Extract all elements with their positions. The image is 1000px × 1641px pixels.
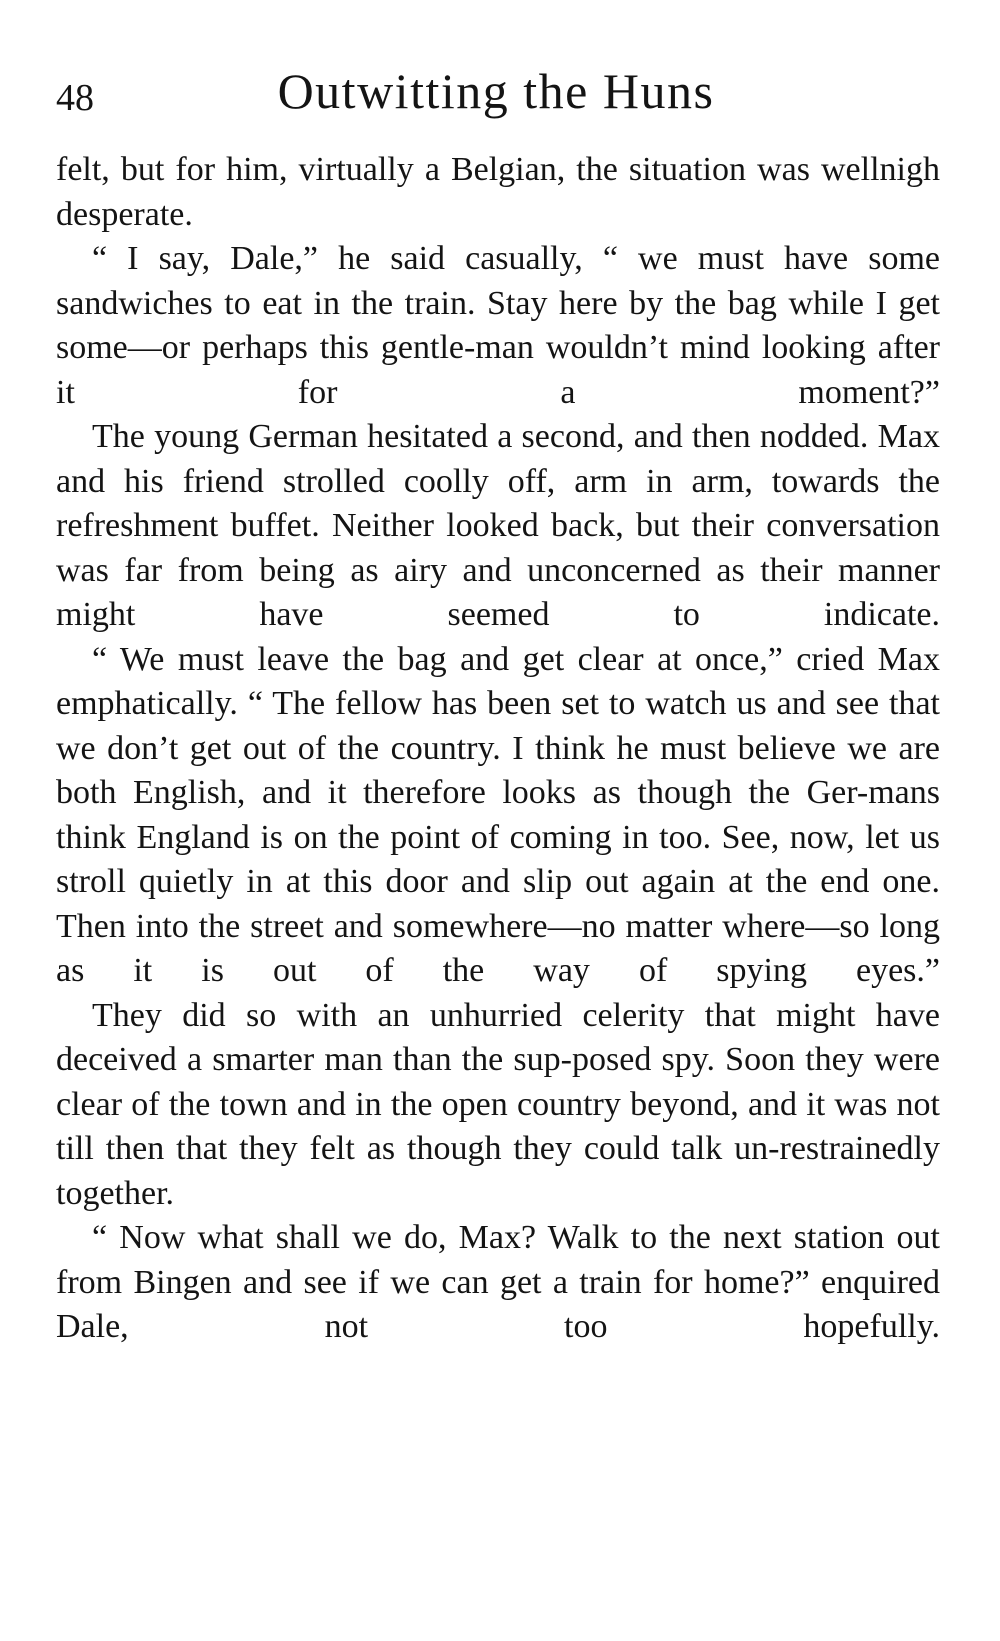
- page-number: 48: [56, 77, 94, 119]
- paragraph: “ I say, Dale,” he said casually, “ we must have some sandwiches to eat in the train. Stay here by the bag while I get some—or perhaps this gentle-man wouldn’t mind looking after it for a moment?”: [56, 240, 940, 411]
- body-text: [56, 148, 940, 1350]
- paragraph: They did so with an unhurried celerity that might have deceived a smarter man than the sup-posed spy. Soon they were clear of the town and in the open country beyond, and it was not till then that they felt as though they could talk un-restrainedly together.: [56, 996, 940, 1212]
- running-title: Outwitting the Huns: [277, 63, 715, 119]
- page-header: [56, 62, 936, 132]
- paragraph: The young German hesitated a second, and then nodded. Max and his friend strolled coolly off, arm in arm, towards the refreshment buffet. Neither looked back, but their conversation was far from being as airy and unconcerned as their manner might have seemed to indicate.: [56, 418, 940, 633]
- paragraph: felt, but for him, virtually a Belgian, the situation was wellnigh desperate.: [56, 151, 940, 233]
- paragraph: “ We must leave the bag and get clear at once,” cried Max emphatically. “ The fellow has been set to watch us and see that we don’t get out of the country. I think he must believe we are both English, and it therefore looks as though the Ger-mans think England is on the point of coming in too. See, now, let us stroll quietly in at this door and slip out again at the end one. Then into the street and somewhere—no matter where—so long as it is out of the way of spying eyes.”: [56, 640, 940, 989]
- paragraph: “ Now what shall we do, Max? Walk to the next station out from Bingen and see if we can get a train for home?” enquired Dale, not too hopefully.: [56, 1219, 940, 1345]
